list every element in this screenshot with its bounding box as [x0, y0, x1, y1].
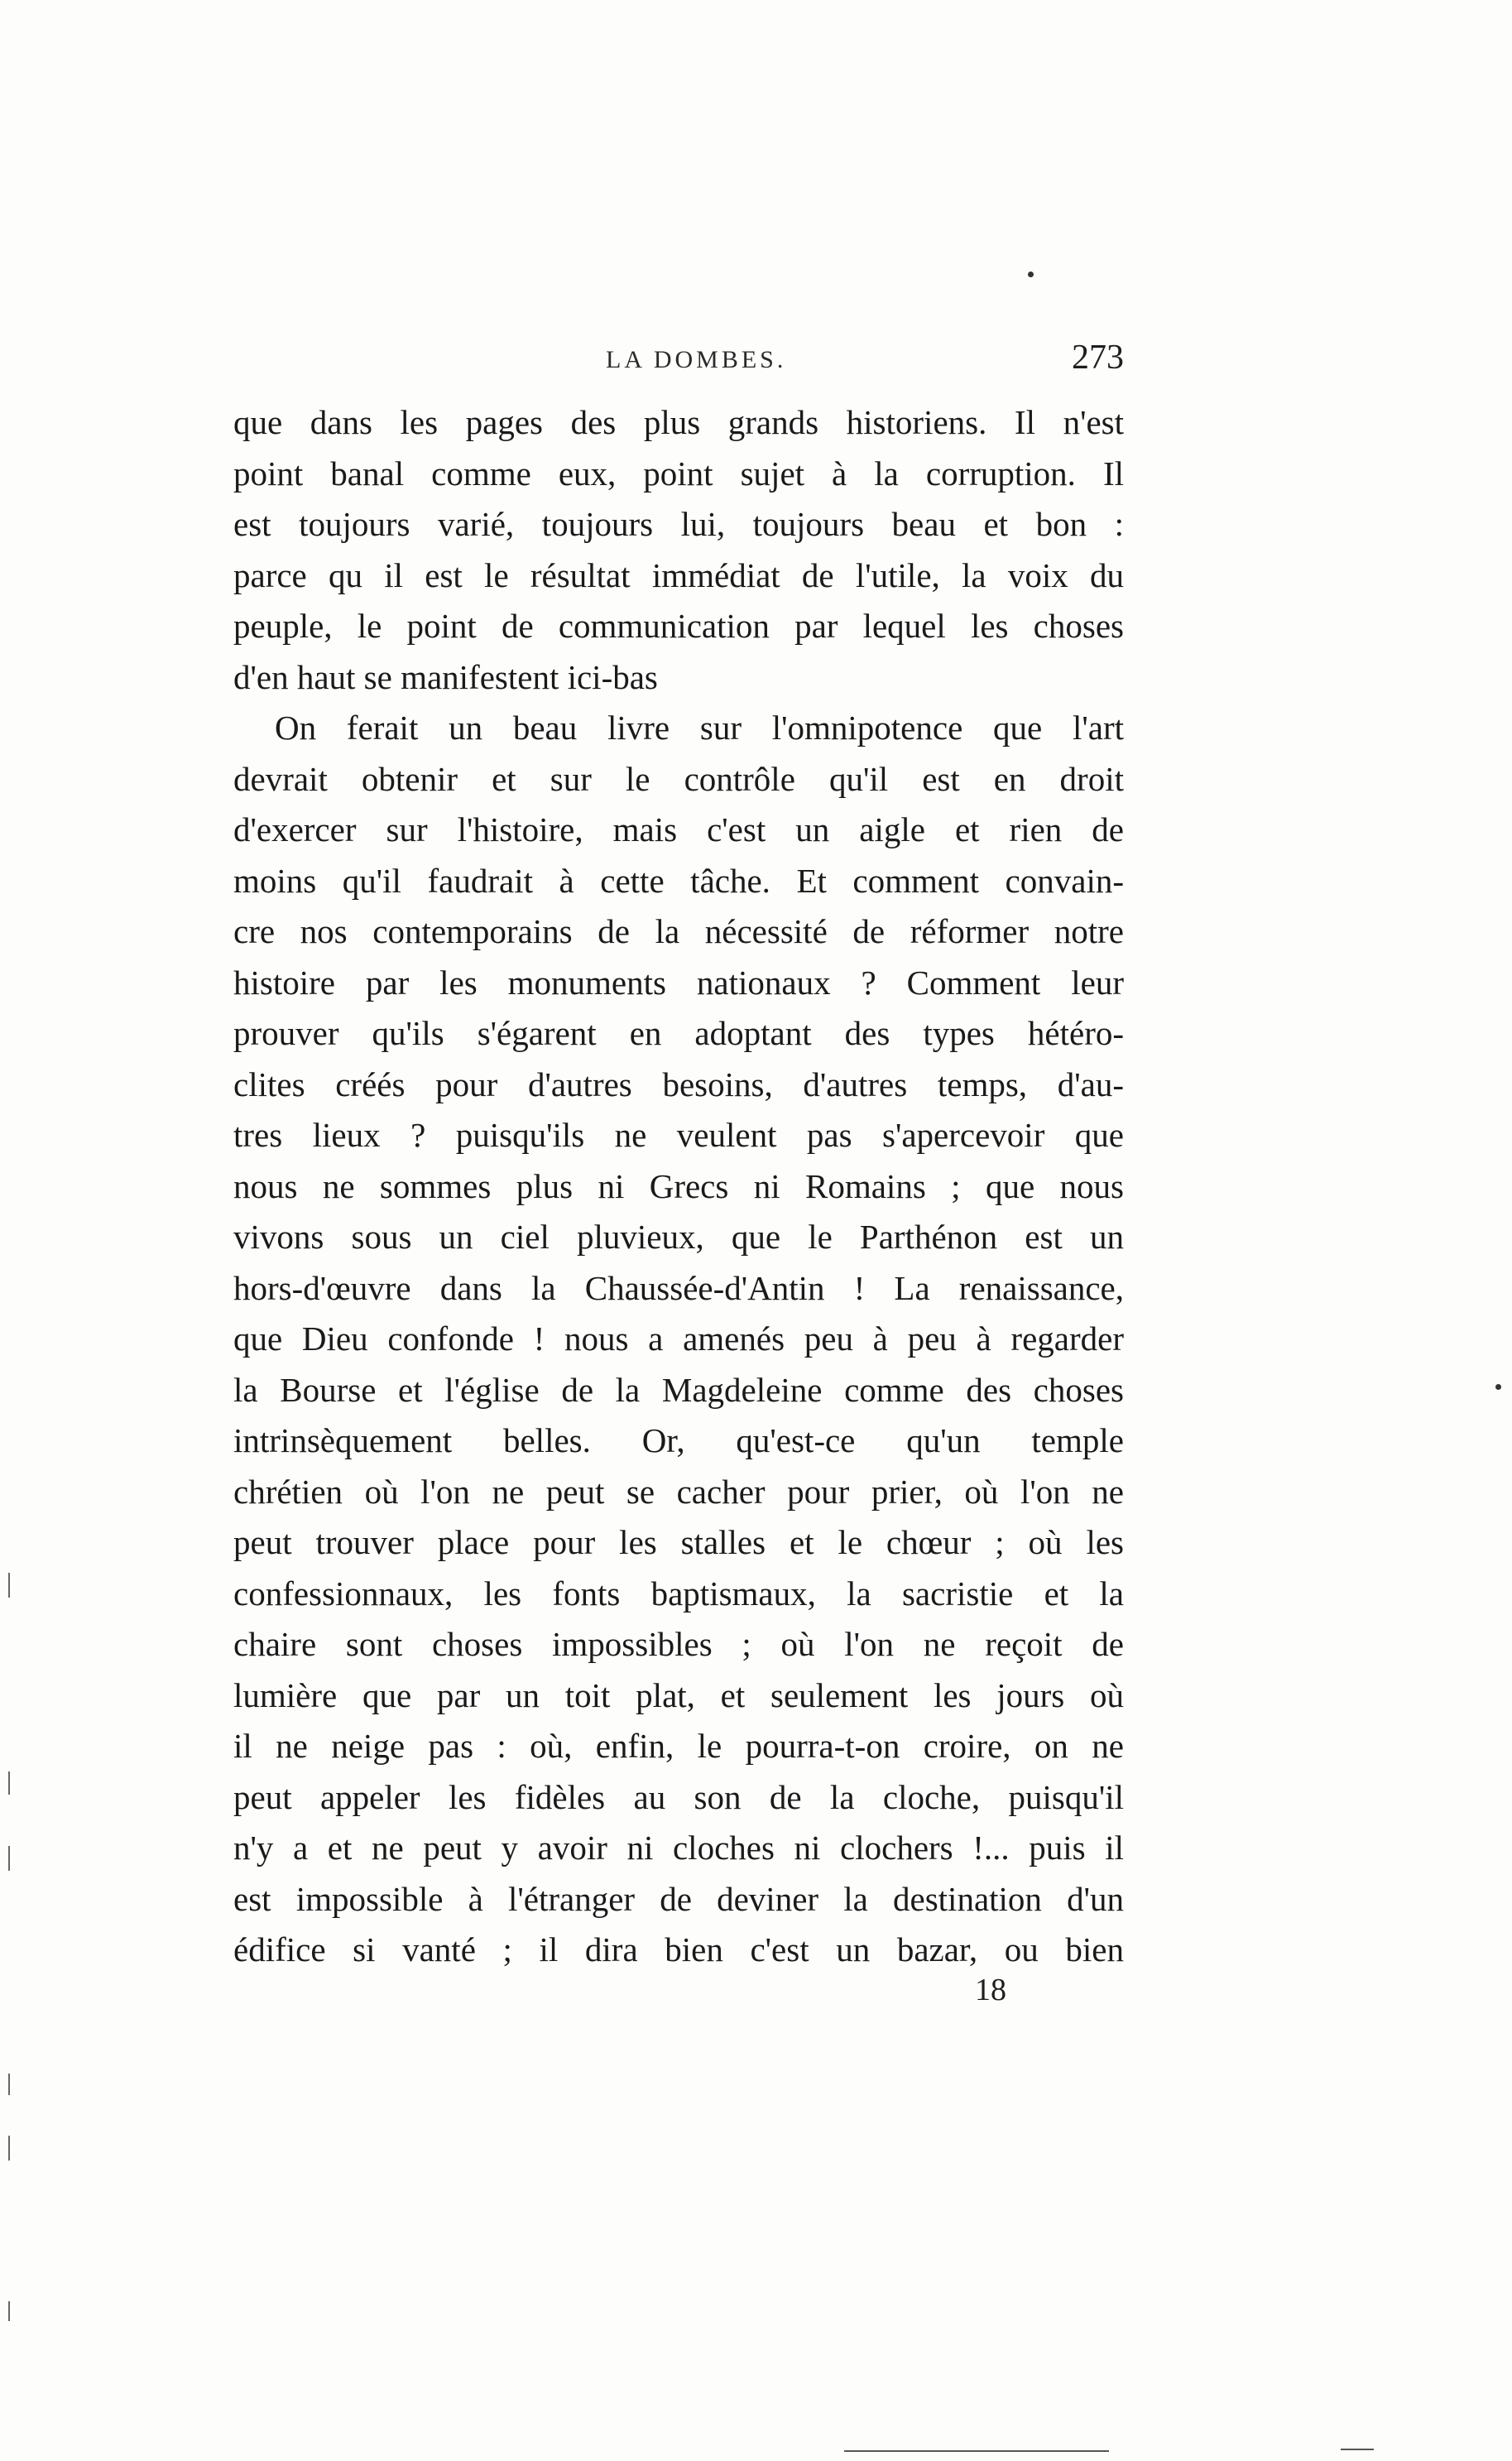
text-line: chaire sont choses impossibles ; où l'on ne reçoit de: [233, 1625, 1124, 1663]
scan-edge-mark: [8, 1846, 10, 1871]
text-line: tres lieux ? puisqu'ils ne veulent pas s'apercevoir que: [233, 1116, 1124, 1154]
text-line: n'y a et ne peut y avoir ni cloches ni clochers !... puis il: [233, 1829, 1124, 1867]
text-line: peut trouver place pour les stalles et le chœur ; où les: [233, 1523, 1124, 1561]
text-line: parce qu il est le résultat immédiat de l'utile, la voix du: [233, 555, 1124, 594]
text-line: est impossible à l'étranger de deviner la destination d'un: [233, 1879, 1124, 1918]
text-line: moins qu'il faudrait à cette tâche. Et comment convain-: [233, 861, 1124, 900]
page-number: 273: [1072, 339, 1124, 377]
ink-speck: [1028, 272, 1034, 277]
scan-edge-mark: [8, 1573, 10, 1598]
text-line: que Dieu confonde ! nous a amenés peu à peu à regarder: [233, 1319, 1124, 1358]
text-line: chrétien où l'on ne peut se cacher pour prier, où l'on ne: [233, 1472, 1124, 1511]
text-line: édifice si vanté ; il dira bien c'est un bazar, ou bien: [233, 1930, 1124, 1968]
text-line: lumière que par un toit plat, et seulement les jours où: [233, 1675, 1124, 1714]
text-line: il ne neige pas : où, enfin, le pourra-t-on croire, on ne: [233, 1727, 1124, 1765]
text-line: est toujours varié, toujours lui, toujours beau et bon :: [233, 505, 1124, 543]
text-line: d'exercer sur l'histoire, mais c'est un aigle et rien de: [233, 810, 1124, 848]
text-line: peut appeler les fidèles au son de la cloche, puisqu'il: [233, 1777, 1124, 1816]
text-line: vivons sous un ciel pluvieux, que le Parthénon est un: [233, 1218, 1124, 1256]
scan-edge-mark: [8, 2136, 10, 2161]
body-text: [233, 397, 1124, 1976]
running-head: [233, 338, 1124, 387]
text-line: histoire par les monuments nationaux ? Comment leur: [233, 963, 1124, 1002]
text-line: devrait obtenir et sur le contrôle qu'il est en droit: [233, 759, 1124, 798]
text-line: la Bourse et l'église de la Magdeleine comme des choses: [233, 1370, 1124, 1409]
text-line: point banal comme eux, point sujet à la corruption. Il: [233, 454, 1124, 493]
scan-edge-mark: [8, 2074, 10, 2095]
signature-mark: 18: [975, 1973, 1006, 2007]
running-title: LA DOMBES.: [606, 346, 787, 373]
scan-edge-mark: [8, 2301, 10, 2321]
text-line: cre nos contemporains de la nécessité de réformer notre: [233, 912, 1124, 950]
scan-bottom-rule: [1341, 2449, 1374, 2450]
text-line: prouver qu'ils s'égarent en adoptant des types hétéro-: [233, 1014, 1124, 1052]
text-line: que dans les pages des plus grands historiens. Il n'est: [233, 403, 1124, 441]
text-line: clites créés pour d'autres besoins, d'autres temps, d'au-: [233, 1065, 1124, 1103]
scan-edge-mark: [8, 1771, 10, 1795]
scan-bottom-rule: [844, 2450, 1109, 2452]
text-line: nous ne sommes plus ni Grecs ni Romains ; que nous: [233, 1166, 1124, 1205]
text-line: peuple, le point de communication par lequel les choses: [233, 607, 1124, 645]
text-line: On ferait un beau livre sur l'omnipotence que l'art: [275, 709, 1124, 747]
text-line: d'en haut se manifestent ici-bas: [233, 657, 658, 696]
text-line: intrinsèquement belles. Or, qu'est-ce qu'un temple: [233, 1421, 1124, 1459]
text-line: confessionnaux, les fonts baptismaux, la sacristie et la: [233, 1574, 1124, 1613]
ink-speck: [1495, 1384, 1501, 1390]
text-line: hors-d'œuvre dans la Chaussée-d'Antin ! La renaissance,: [233, 1268, 1124, 1307]
